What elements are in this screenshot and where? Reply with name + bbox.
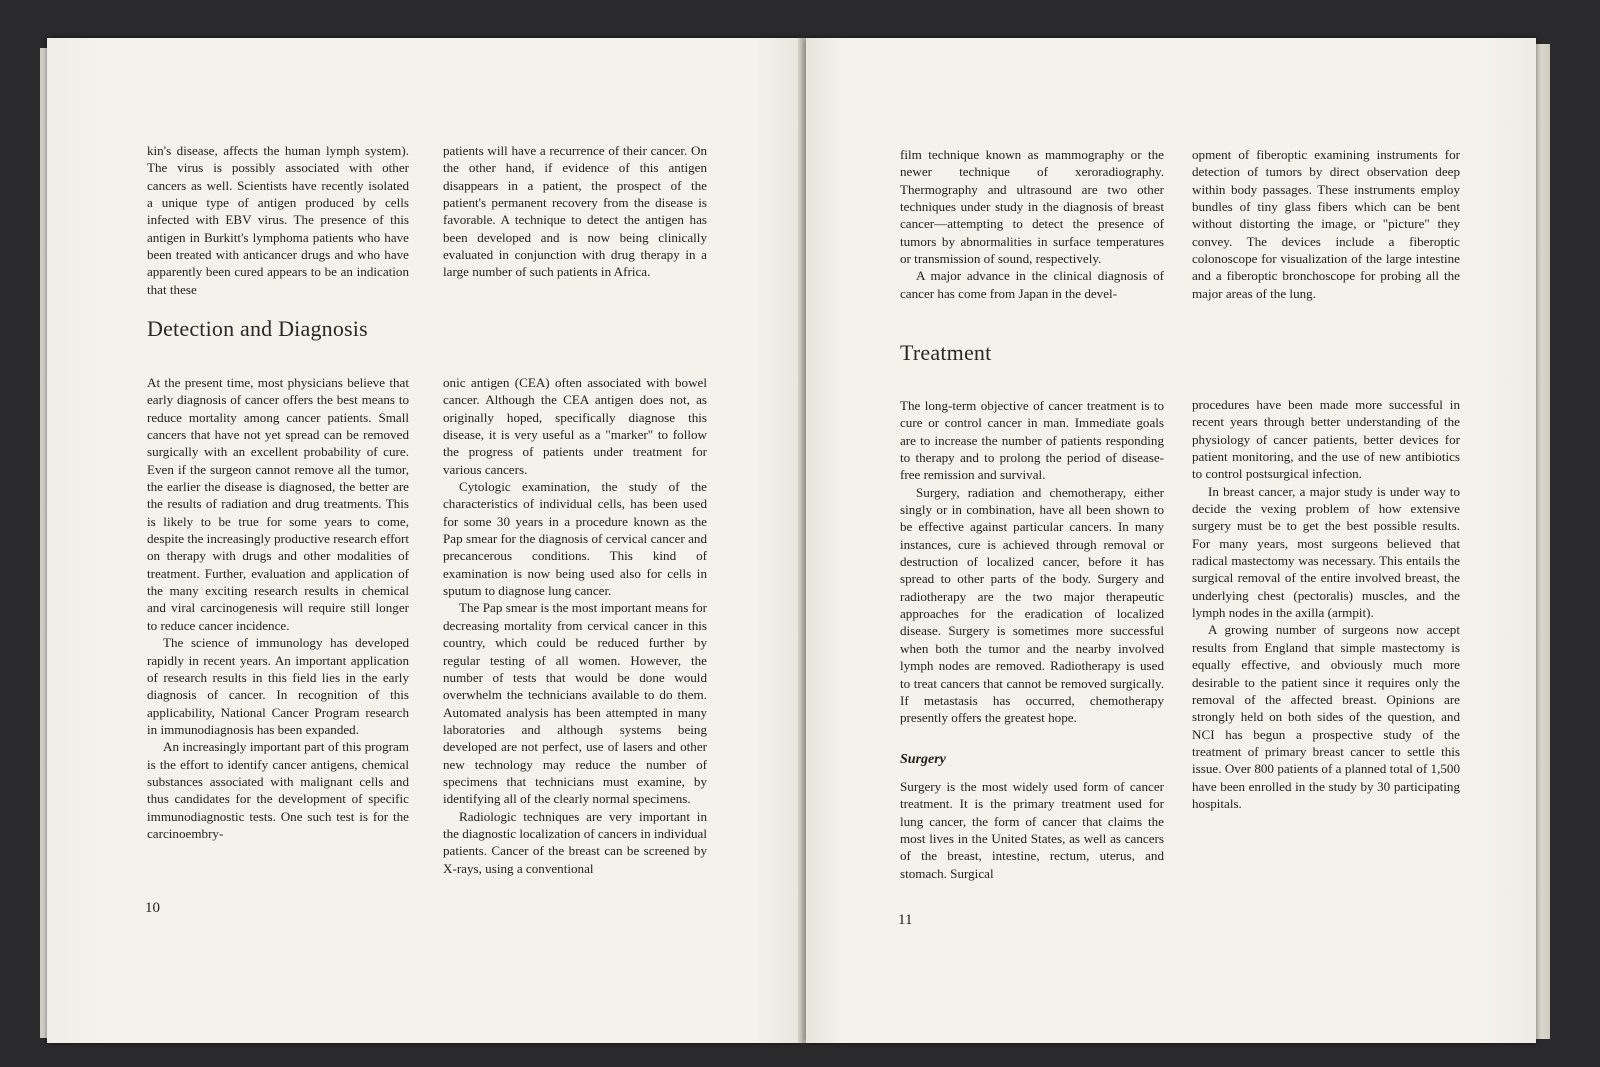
paragraph: kin's disease, affects the human lymph system). The virus is possibly associated with other cancers as well. Scientists have recently isolated a unique type of antigen produced by cells infected with EBV virus. The presence of this antigen in Burkitt's lymphoma patients who have been treated with anticancer drugs and who have apparently been cured appears to be an indication that these: [147, 143, 409, 297]
paragraph: An increasingly important part of this program is the effort to identify cancer antigens, chemical substances associated with malignant cells and thus candidates for the development of specific immunodiagnostic tests. One such test is for the carcinoembry-: [147, 739, 409, 841]
paragraph: patients will have a recurrence of their cancer. On the other hand, if evidence of this antigen disappears in a patient, the prospect of the patient's permanent recovery from the disease is favorable. A technique to detect the antigen has been developed and is now being clinically evaluated in conjunction with drug therapy in a large number of such patients in Africa.: [443, 143, 707, 280]
page-number-right: 11: [898, 912, 913, 928]
right-col2-bottom: [1192, 396, 1460, 812]
paragraph: The long-term objective of cancer treatment is to cure or control cancer in man. Immediate goals are to increase the number of patients responding to therapy and to prolong the period of disease-free remission and survival.: [900, 398, 1164, 483]
paragraph: At the present time, most physicians believe that early diagnosis of cancer offers the best means to reduce mortality among cancer patients. Small cancers that have not yet spread can be removed surgically with an excellent probability of cure. Even if the surgeon cannot remove all the tumor, the earlier the disease is diagnosed, the better are the results of radiation and drug treatments. This is likely to be true for some years to come, despite the increasingly productive research effort on therapy with drugs and other modalities of treatment. Further, evaluation and application of the many exciting research results in chemical and viral carcinogenesis will require still longer to reduce cancer incidence.: [147, 375, 409, 633]
paragraph: procedures have been made more successful in recent years through better understanding of the physiology of cancer patients, better devices for patient monitoring, and the use of new antibiotics to control postsurgical infection.: [1192, 397, 1460, 482]
paragraph: A major advance in the clinical diagnosis of cancer has come from Japan in the devel-: [900, 268, 1164, 301]
paragraph: The Pap smear is the most important means for decreasing mortality from cervical cancer in this country, which could be reduced further by regular testing of all women. However, the number of tests that would be done would overwhelm the technicians available to do them. Automated analysis has been attempted in many laboratories and although systems being developed are not perfect, use of lasers and other new technology may reduce the number of specimens that technicians must examine, by identifying all of the clearly normal specimens.: [443, 600, 707, 807]
paragraph: Cytologic examination, the study of the characteristics of individual cells, has been used for some 30 years in a procedure known as the Pap smear for the diagnosis of cervical cancer and precancerous conditions. This kind of examination is now being used also for cells in sputum to diagnose lung cancer.: [443, 479, 707, 599]
paragraph: Radiologic techniques are very important in the diagnostic localization of cancers in individual patients. Cancer of the breast can be screened by X-rays, using a conventional: [443, 808, 707, 876]
right-col1-top: [900, 146, 1164, 302]
right-col2-top: [1192, 146, 1460, 302]
left-col1-top: [147, 142, 409, 298]
paragraph: onic antigen (CEA) often associated with bowel cancer. Although the CEA antigen does not, as originally hoped, specifically diagnose this disease, it is very useful as a "marker" to follow the progress of patients under treatment for various cancers.: [443, 375, 707, 477]
paragraph: The science of immunology has developed rapidly in recent years. An important application of research results in this field lies in the early diagnosis of cancer. In recognition of this applicability, National Cancer Program research in immunodiagnosis has been expanded.: [147, 635, 409, 737]
page-number-left: 10: [145, 900, 160, 916]
paragraph: opment of fiberoptic examining instruments for detection of tumors by direct observation deep within body passages. These instruments employ bundles of tiny glass fibers which can be bent without distorting the image, or "picture" they convey. The devices include a fiberoptic colonoscope for visualization of the large intestine and a fiberoptic bronchoscope for probing all the major areas of the lung.: [1192, 147, 1460, 301]
paragraph: Surgery is the most widely used form of cancer treatment. It is the primary treatment used for lung cancer, the form of cancer that claims the most lives in the United States, as well as cancers of the breast, intestine, rectum, uterus, and stomach. Surgical: [900, 778, 1164, 881]
section-heading-detection: Detection and Diagnosis: [147, 316, 368, 341]
right-page: [806, 38, 1536, 1043]
paragraph: A growing number of surgeons now accept results from England that simple mastectomy is equally effective, and obviously much more desirable to the patient since it requires only the removal of the affected breast. Opinions are strongly held on both sides of the question, and NCI has begun a prospective study of the treatment of primary breast cancer to settle this issue. Over 800 patients of a planned total of 1,500 have been enrolled in the study by 30 participating hospitals.: [1192, 622, 1460, 811]
right-col1-bottom: [900, 397, 1164, 882]
paragraph: Surgery, radiation and chemotherapy, either singly or in combination, have all been shown to be effective against particular cancers. In many instances, cure is achieved through removal or destruction of localized cancer, before it has spread to other parts of the body. Surgery and radiotherapy are the two major therapeutic approaches for the eradication of localized disease. Surgery is sometimes more successful when both the tumor and the nearby involved lymph nodes are removed. Radiotherapy is used to treat cancers that cannot be removed surgically. If metastasis has occurred, chemotherapy presently offers the greatest hope.: [900, 484, 1164, 726]
section-heading-treatment: Treatment: [900, 340, 992, 365]
left-page: [47, 38, 800, 1043]
right-page-edge: [1536, 44, 1550, 1039]
left-col2-top: [443, 142, 707, 281]
paragraph: film technique known as mammography or the newer technique of xeroradiography. Thermography and ultrasound are two other techniques under study in the diagnosis of breast cancer—attempting to detect the presence of tumors by abnormalities in surface temperatures or transmission of sound, respectively.: [900, 147, 1164, 267]
left-col1-bottom: [147, 374, 409, 842]
paragraph: In breast cancer, a major study is under way to decide the vexing problem of how extensive surgery must be to get the best possible results. For many years, most surgeons believed that radical mastectomy was necessary. This entails the surgical removal of the entire involved breast, the underlying chest (pectoralis) muscles, and the lymph nodes in the axilla (armpit).: [1192, 483, 1460, 621]
left-col2-bottom: [443, 374, 707, 877]
subheading-surgery: Surgery: [900, 751, 946, 767]
